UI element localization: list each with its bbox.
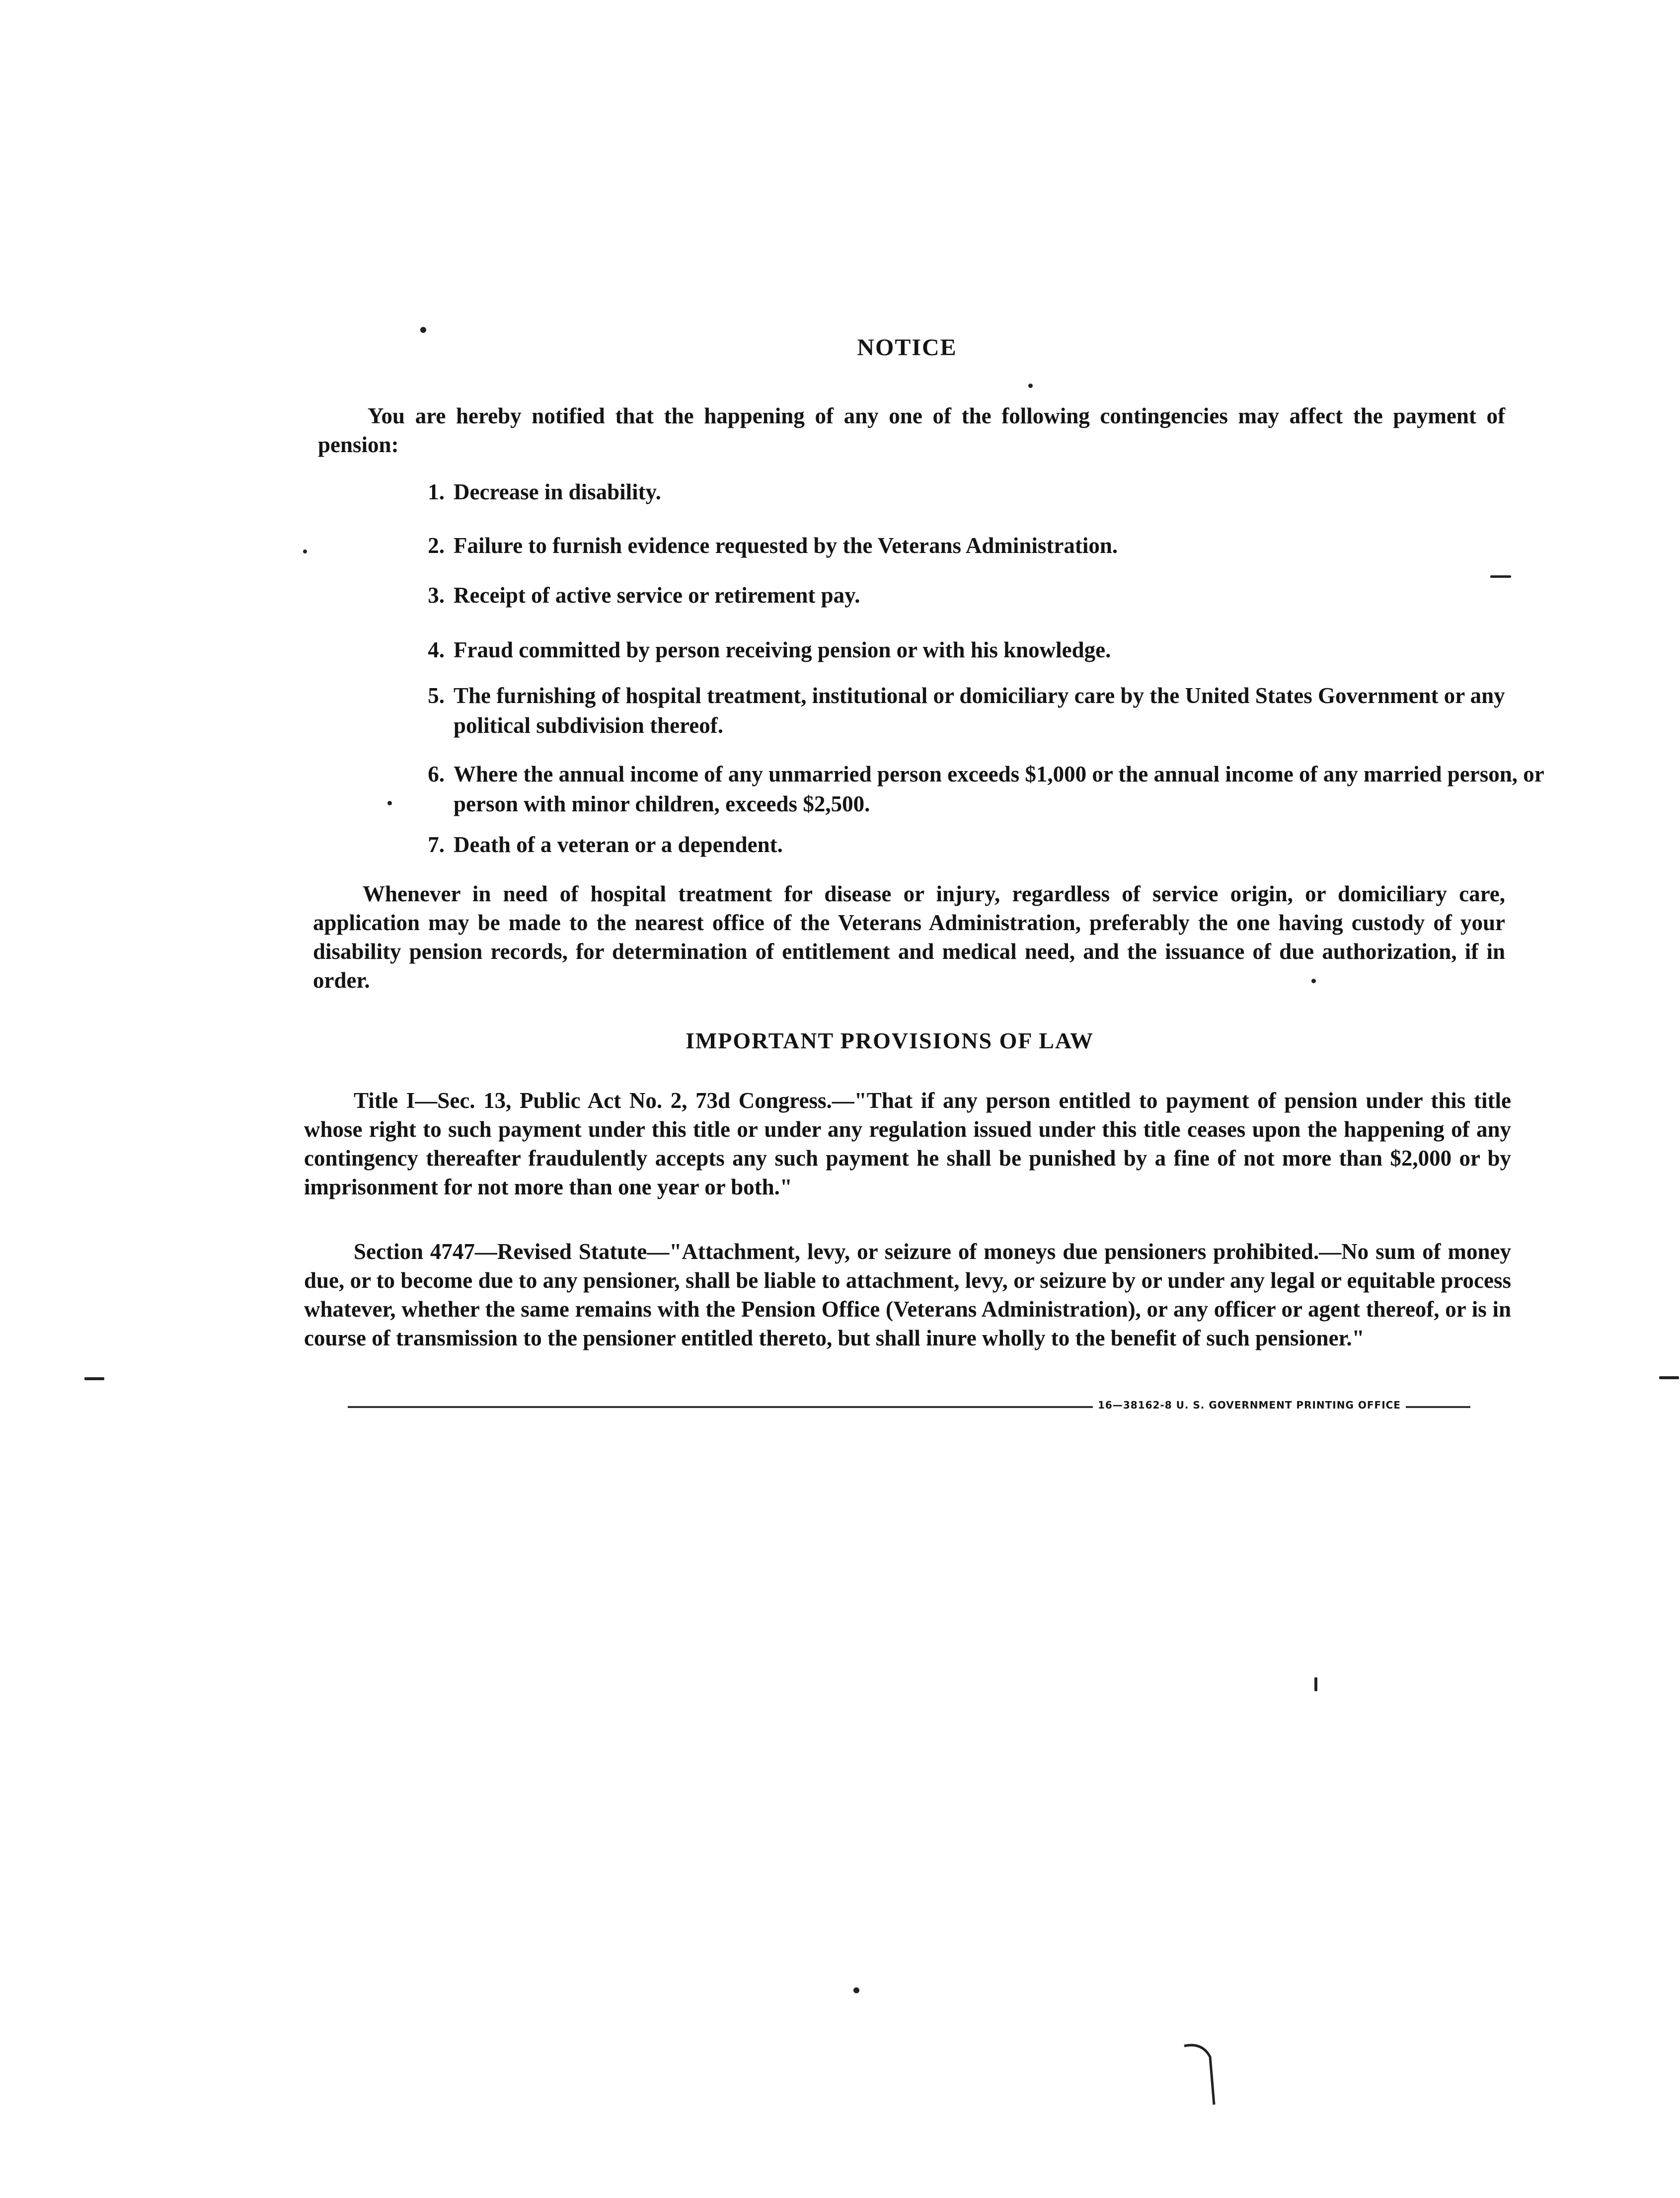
notice-intro-text: You are hereby notified that the happening of any one of the following contingencies may affect the payment of pension:: [318, 403, 1505, 457]
scan-speck: [1311, 979, 1316, 983]
list-item-number: 3.: [428, 583, 445, 608]
scan-mark-icon: [1182, 2042, 1222, 2107]
list-item-text: Receipt of active service or retirement pay.: [454, 583, 860, 608]
scan-speck: [303, 550, 307, 553]
list-item: [407, 681, 1550, 740]
list-item-text: The furnishing of hospital treatment, institutional or domiciliary care by the United States Government or any political subdivision thereof.: [454, 683, 1505, 738]
list-item-text: Where the annual income of any unmarried person exceeds $1,000 or the annual income of any married person, or person with minor children, exceeds $2,500.: [454, 762, 1544, 816]
list-item: [407, 477, 1550, 507]
list-item-number: 4.: [428, 637, 445, 662]
list-item-text: Failure to furnish evidence requested by the Veterans Administration.: [454, 533, 1118, 558]
hospital-treatment-text: Whenever in need of hospital treatment for disease or injury, regardless of service origin, or domiciliary care, application may be made to the nearest office of the Veterans Administration, preferably the one having custody of your disability pension records, for determination of entitlement and medical need, and the issuance of due authorization, if in order.: [313, 881, 1505, 993]
list-item-number: 6.: [428, 762, 445, 786]
provisions-heading: IMPORTANT PROVISIONS OF LAW: [685, 1028, 1094, 1053]
list-item-number: 7.: [428, 832, 445, 857]
list-item: [407, 635, 1550, 665]
scan-speck: [1314, 1677, 1317, 1691]
list-item-text: Fraud committed by person receiving pension or with his knowledge.: [454, 637, 1111, 662]
notice-heading: NOTICE: [857, 334, 957, 361]
printing-office-code: 16—38162-8 U. S. GOVERNMENT PRINTING OFFICE: [1093, 1399, 1406, 1411]
scan-speck: [1028, 384, 1033, 388]
list-item: [407, 759, 1550, 819]
scan-speck: [853, 1987, 859, 1993]
scan-speck: [420, 327, 426, 333]
scan-speck: [387, 801, 392, 805]
list-item-number: 1.: [428, 479, 445, 504]
list-item: [407, 580, 1550, 610]
section-4747-paragraph: [304, 1237, 1511, 1352]
list-item-number: 2.: [428, 533, 445, 558]
scan-speck: [84, 1377, 104, 1380]
list-item: [407, 830, 1550, 860]
list-item-number: 5.: [428, 683, 445, 708]
section-4747-text: Section 4747—Revised Statute—"Attachment, levy, or seizure of moneys due pensioners prohibited.—No sum of money due, or to become due to any pensioner, shall be liable to attachment, levy, or seizure by or under any legal or equitable process whatever, whether the same remains with the Pension Office (Veterans Administration), or any officer or agent thereof, or is in course of transmission to the pensioner entitled thereto, but shall inure wholly to the benefit of such pensioner.": [304, 1239, 1511, 1350]
list-item-text: Decrease in disability.: [454, 479, 661, 504]
notice-intro: [318, 401, 1505, 459]
title-one-paragraph: [304, 1086, 1511, 1201]
list-item-text: Death of a veteran or a dependent.: [454, 832, 783, 857]
list-item: [407, 531, 1550, 560]
scan-speck: [1490, 575, 1511, 578]
title-one-text: Title I—Sec. 13, Public Act No. 2, 73d Congress.—"That if any person entitled to payment of pension under this title whose right to such payment under this title or under any regulation issued under this title ceases upon the happening of any contingency thereafter fraudulently accepts any such payment he shall be punished by a fine of not more than $2,000 or by imprisonment for not more than one year or both.": [304, 1088, 1511, 1199]
hospital-treatment-paragraph: [313, 879, 1505, 995]
scan-speck: [1659, 1376, 1679, 1379]
